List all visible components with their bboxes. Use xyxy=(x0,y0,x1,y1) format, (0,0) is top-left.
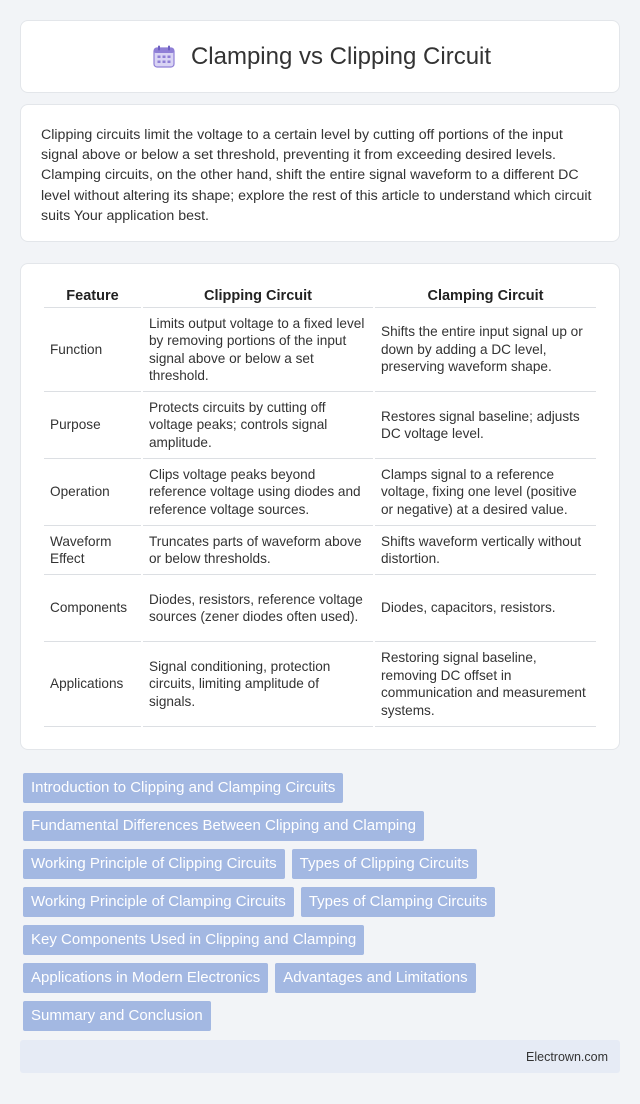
link-row xyxy=(23,849,623,879)
table-cell-feature: Purpose xyxy=(44,392,141,459)
comparison-table-card xyxy=(20,263,620,750)
table-cell-feature: Components xyxy=(44,575,141,642)
table-cell-clamping: Restores signal baseline; adjusts DC voltage level. xyxy=(375,392,596,459)
calendar-icon xyxy=(149,42,179,72)
page-title: Clamping vs Clipping Circuit xyxy=(190,42,492,70)
topic-link-clipping-principle[interactable]: Working Principle of Clipping Circuits xyxy=(23,849,285,879)
table-cell-feature: Operation xyxy=(44,459,141,526)
link-row xyxy=(23,773,623,803)
table-cell-clipping: Clips voltage peaks beyond reference voltage using diodes and reference voltage sources. xyxy=(143,459,373,526)
comparison-table xyxy=(42,284,598,727)
topic-link-introduction[interactable]: Introduction to Clipping and Clamping Circuits xyxy=(23,773,343,803)
topic-link-advantages[interactable]: Advantages and Limitations xyxy=(275,963,475,993)
link-row xyxy=(23,1001,623,1031)
table-row xyxy=(44,575,596,642)
table-cell-clamping: Diodes, capacitors, resistors. xyxy=(375,575,596,642)
table-cell-feature: Function xyxy=(44,308,141,392)
table-row xyxy=(44,642,596,727)
table-cell-clipping: Limits output voltage to a fixed level by removing portions of the input signal above or below a set threshold. xyxy=(143,308,373,392)
title-wrap xyxy=(149,42,491,72)
intro-text: Clipping circuits limit the voltage to a certain level by cutting off portions of the input signal above or below a set threshold, preventing it from exceeding desired levels. Clamping circuits, on the other hand, shift the entire signal waveform to a different DC level without altering its shape; explore the rest of this article to understand which circuit suits Your application best. xyxy=(41,127,592,224)
title-card xyxy=(20,20,620,93)
table-cell-clipping: Truncates parts of waveform above or below thresholds. xyxy=(143,526,373,575)
topic-link-summary[interactable]: Summary and Conclusion xyxy=(23,1001,211,1031)
topic-links xyxy=(23,773,623,1039)
intro-card xyxy=(20,104,620,242)
table-row xyxy=(44,459,596,526)
column-header-clipping: Clipping Circuit xyxy=(143,284,373,308)
link-row xyxy=(23,811,623,841)
table-row xyxy=(44,392,596,459)
topic-link-clamping-types[interactable]: Types of Clamping Circuits xyxy=(301,887,495,917)
footer xyxy=(20,1040,620,1073)
table-cell-clamping: Clamps signal to a reference voltage, fixing one level (positive or negative) at a desired value. xyxy=(375,459,596,526)
table-cell-clipping: Diodes, resistors, reference voltage sources (zener diodes often used). xyxy=(143,575,373,642)
link-row xyxy=(23,887,623,917)
table-row xyxy=(44,526,596,575)
topic-link-key-components[interactable]: Key Components Used in Clipping and Clamping xyxy=(23,925,364,955)
table-cell-clipping: Protects circuits by cutting off voltage peaks; controls signal amplitude. xyxy=(143,392,373,459)
topic-link-clipping-types[interactable]: Types of Clipping Circuits xyxy=(292,849,477,879)
link-row xyxy=(23,963,623,993)
table-cell-clamping: Restoring signal baseline, removing DC offset in communication and measurement systems. xyxy=(375,642,596,727)
column-header-feature: Feature xyxy=(44,284,141,308)
topic-link-applications[interactable]: Applications in Modern Electronics xyxy=(23,963,268,993)
table-cell-clamping: Shifts waveform vertically without distortion. xyxy=(375,526,596,575)
column-header-clamping: Clamping Circuit xyxy=(375,284,596,308)
table-cell-feature: Waveform Effect xyxy=(44,526,141,575)
table-cell-feature: Applications xyxy=(44,642,141,727)
link-row xyxy=(23,925,623,955)
footer-brand: Electrown.com xyxy=(526,1049,608,1064)
table-cell-clamping: Shifts the entire input signal up or down by adding a DC level, preserving waveform shape. xyxy=(375,308,596,392)
topic-link-clamping-principle[interactable]: Working Principle of Clamping Circuits xyxy=(23,887,294,917)
table-cell-clipping: Signal conditioning, protection circuits, limiting amplitude of signals. xyxy=(143,642,373,727)
table-header-row xyxy=(44,284,596,308)
table-row xyxy=(44,308,596,392)
topic-link-fundamental-differences[interactable]: Fundamental Differences Between Clipping and Clamping xyxy=(23,811,424,841)
